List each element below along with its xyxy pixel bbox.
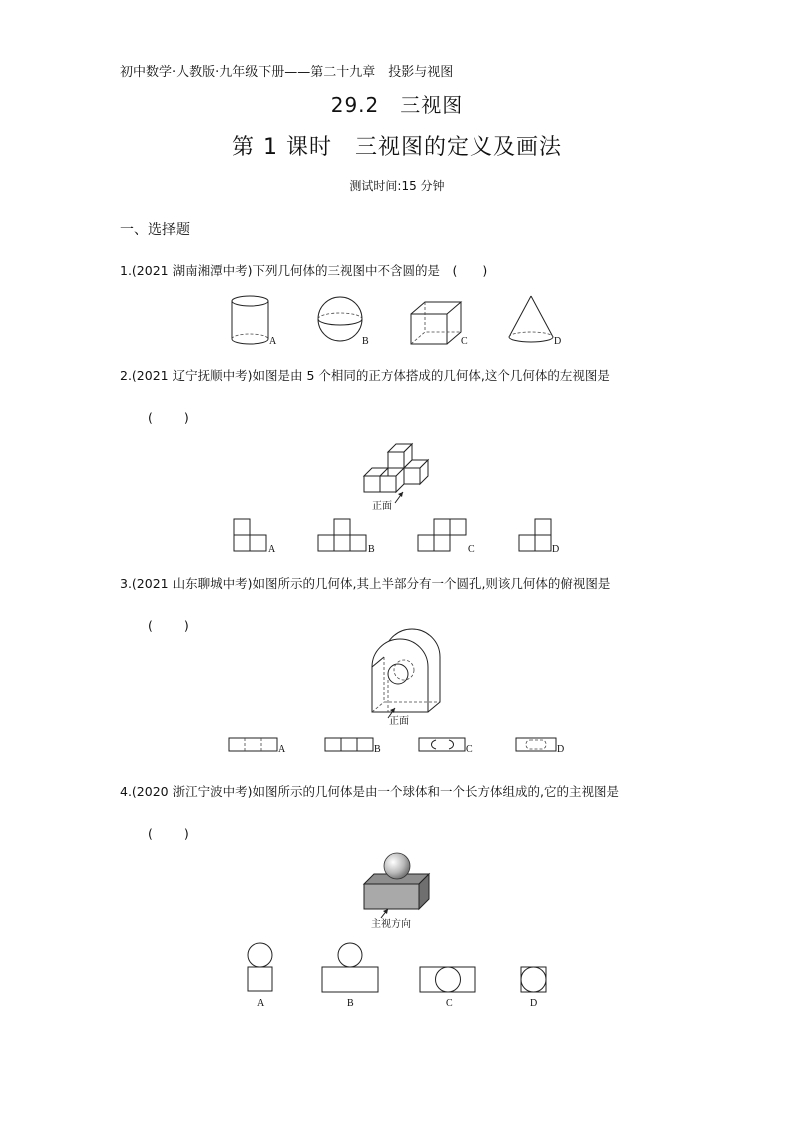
q4-option-d-label: D [530,998,538,1009]
q4-option-d-view [521,967,546,992]
question-4-answer-blank[interactable]: ( ) [148,826,191,841]
view-direction-arrow-head [383,909,388,914]
question-2-text: 2.(2021 辽宁抚顺中考)如图是由 5 个相同的正方体搭成的几何体,这个几何体的左视图是 [120,368,610,383]
q4-option-b-view [322,943,378,992]
q4-figure-label: 主视方向 [371,919,411,930]
breadcrumb: 初中数学·人教版·九年级下册——第二十九章 投影与视图 [120,65,454,80]
question-2-answer-blank[interactable]: ( ) [148,410,191,425]
q4-option-c-view [420,967,475,992]
ball-on-box-figure [364,853,429,909]
q2-option-c-label: C [468,544,475,555]
q3-option-d-label: D [557,744,565,755]
section-title: 29.2 三视图 [330,93,464,117]
q2-figure-label: 正面 [372,501,392,512]
q4-option-a-label: A [257,998,265,1009]
q1-option-a-label: A [269,336,277,347]
q2-option-b-label: B [368,544,375,555]
q1-option-b-label: B [362,336,369,347]
q2-option-a-label: A [268,544,276,555]
question-3-answer-blank[interactable]: ( ) [148,618,191,633]
q1-option-c-label: C [461,336,468,347]
question-3-text: 3.(2021 山东聊城中考)如图所示的几何体,其上半部分有一个圆孔,则该几何体的俯视图是 [120,576,611,591]
test-time: 测试时间:15 分钟 [349,179,445,193]
question-1-text: 1.(2021 湖南湘潭中考)下列几何体的三视图中不含圆的是 ( ) [120,263,488,278]
q3-option-b-label: B [374,744,381,755]
part-title: 一、选择题 [120,222,190,238]
q2-option-d-label: D [552,544,560,555]
lesson-title: 第 1 课时 三视图的定义及画法 [232,135,562,160]
q3-option-c-label: C [466,744,473,755]
question-4-text: 4.(2020 浙江宁波中考)如图所示的几何体是由一个球体和一个长方体组成的,它的主视图是 [120,784,619,799]
q4-option-c-label: C [446,998,453,1009]
q3-figure-label: 正面 [389,716,409,727]
q1-option-d-label: D [554,336,562,347]
q4-option-a-view [248,943,272,991]
q3-option-a-label: A [278,744,286,755]
q4-option-b-label: B [347,998,354,1009]
